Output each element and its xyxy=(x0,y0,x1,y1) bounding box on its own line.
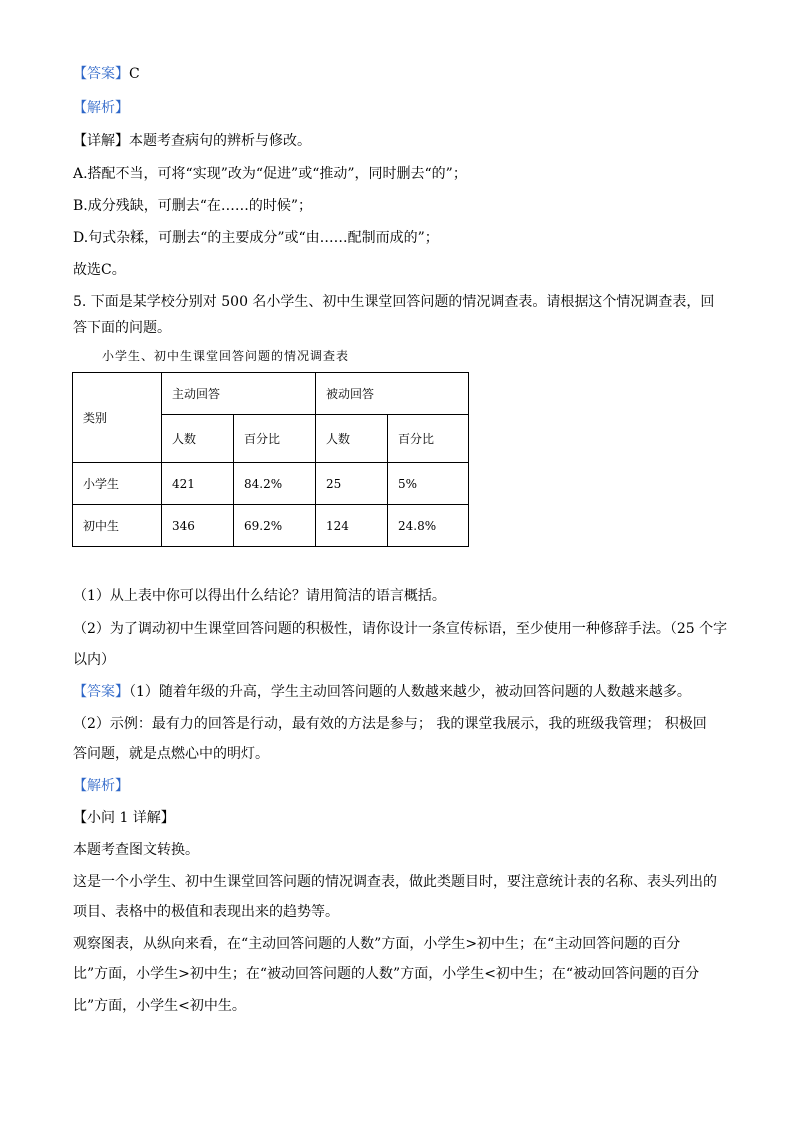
sub-question-1: （1）从上表中你可以得出什么结论？请用简洁的语言概括。 xyxy=(73,588,446,604)
sub-header: 百分比 xyxy=(388,415,469,463)
answer-line-1 xyxy=(73,682,691,702)
analysis-tag: 【解析】 xyxy=(73,778,129,794)
sub-header: 百分比 xyxy=(234,415,316,463)
analysis-item-d: D.句式杂糅，可删去“的主要成分”或“由……配制而成的”； xyxy=(73,230,439,246)
sub-header: 人数 xyxy=(316,415,388,463)
analysis-item-b: B.成分残缺，可删去“在……的时候”； xyxy=(73,198,313,214)
survey-table xyxy=(72,372,469,547)
row-label: 小学生 xyxy=(73,463,162,505)
detail-tag: 【详解】 xyxy=(73,133,129,149)
sub-header: 人数 xyxy=(162,415,234,463)
table-cell: 421 xyxy=(162,463,234,505)
answer-2-line1: （2）示例：最有力的回答是行动，最有效的方法是参与； 我的课堂我展示，我的班级我管理； 积极回 xyxy=(73,716,707,732)
group-header-active: 主动回答 xyxy=(162,373,316,415)
category-header: 类别 xyxy=(73,373,162,463)
answer-2-line2: 答问题，就是点燃心中的明灯。 xyxy=(73,746,269,762)
analysis-paragraph-1: 本题考查图文转换。 xyxy=(73,842,199,858)
analysis-paragraph-3-line1: 观察图表，从纵向来看，在“主动回答问题的人数”方面，小学生>初中生；在“主动回答问题的百分 xyxy=(73,936,681,952)
table-caption: 小学生、初中生课堂回答问题的情况调查表 xyxy=(102,349,350,363)
table-cell: 69.2% xyxy=(234,505,316,547)
question-text-line2: 答下面的问题。 xyxy=(73,320,171,336)
answer-1: （1）随着年级的升高，学生主动回答问题的人数越来越少，被动回答问题的人数越来越多。 xyxy=(129,684,691,700)
sub-question-2-line1: （2）为了调动初中生课堂回答问题的积极性，请你设计一条宣传标语，至少使用一种修辞手法。（25 个字 xyxy=(73,621,728,637)
table-row xyxy=(73,463,469,505)
analysis-paragraph-3-line3: 比”方面，小学生<初中生。 xyxy=(73,998,246,1014)
group-header-passive: 被动回答 xyxy=(316,373,469,415)
table-cell: 5% xyxy=(388,463,469,505)
analysis-paragraph-2-line2: 项目、表格中的极值和表现出来的趋势等。 xyxy=(73,904,339,920)
analysis-item-a: A.搭配不当，可将“实现”改为“促进”或“推动”，同时删去“的”； xyxy=(73,166,467,182)
answer-tag: 【答案】 xyxy=(73,66,129,82)
row-label: 初中生 xyxy=(73,505,162,547)
answer-tag: 【答案】 xyxy=(73,684,129,700)
table-row xyxy=(73,505,469,547)
analysis-paragraph-3-line2: 比”方面，小学生>初中生；在“被动回答问题的人数”方面，小学生<初中生；在“被动回答问题的百分 xyxy=(73,966,700,982)
analysis-tag: 【解析】 xyxy=(73,100,129,116)
analysis-conclusion: 故选C。 xyxy=(73,262,126,278)
detail-line xyxy=(73,131,311,151)
table-cell: 24.8% xyxy=(388,505,469,547)
table-cell: 84.2% xyxy=(234,463,316,505)
analysis-paragraph-2-line1: 这是一个小学生、初中生课堂回答问题的情况调查表，做此类题目时，要注意统计表的名称、表头列出的 xyxy=(73,874,717,890)
table-cell: 124 xyxy=(316,505,388,547)
answer-value: C xyxy=(129,66,140,82)
detail-text: 本题考查病句的辨析与修改。 xyxy=(129,133,311,149)
question-text-line1: 5. 下面是某学校分别对 500 名小学生、初中生课堂回答问题的情况调查表。请根据这个情况调查表，回 xyxy=(73,294,715,310)
prev-answer-line xyxy=(73,64,140,84)
table-header-row xyxy=(73,373,469,415)
sub-question-tag: 【小问 1 详解】 xyxy=(73,810,175,826)
table-cell: 25 xyxy=(316,463,388,505)
table-cell: 346 xyxy=(162,505,234,547)
sub-question-2-line2: 以内） xyxy=(73,652,115,668)
